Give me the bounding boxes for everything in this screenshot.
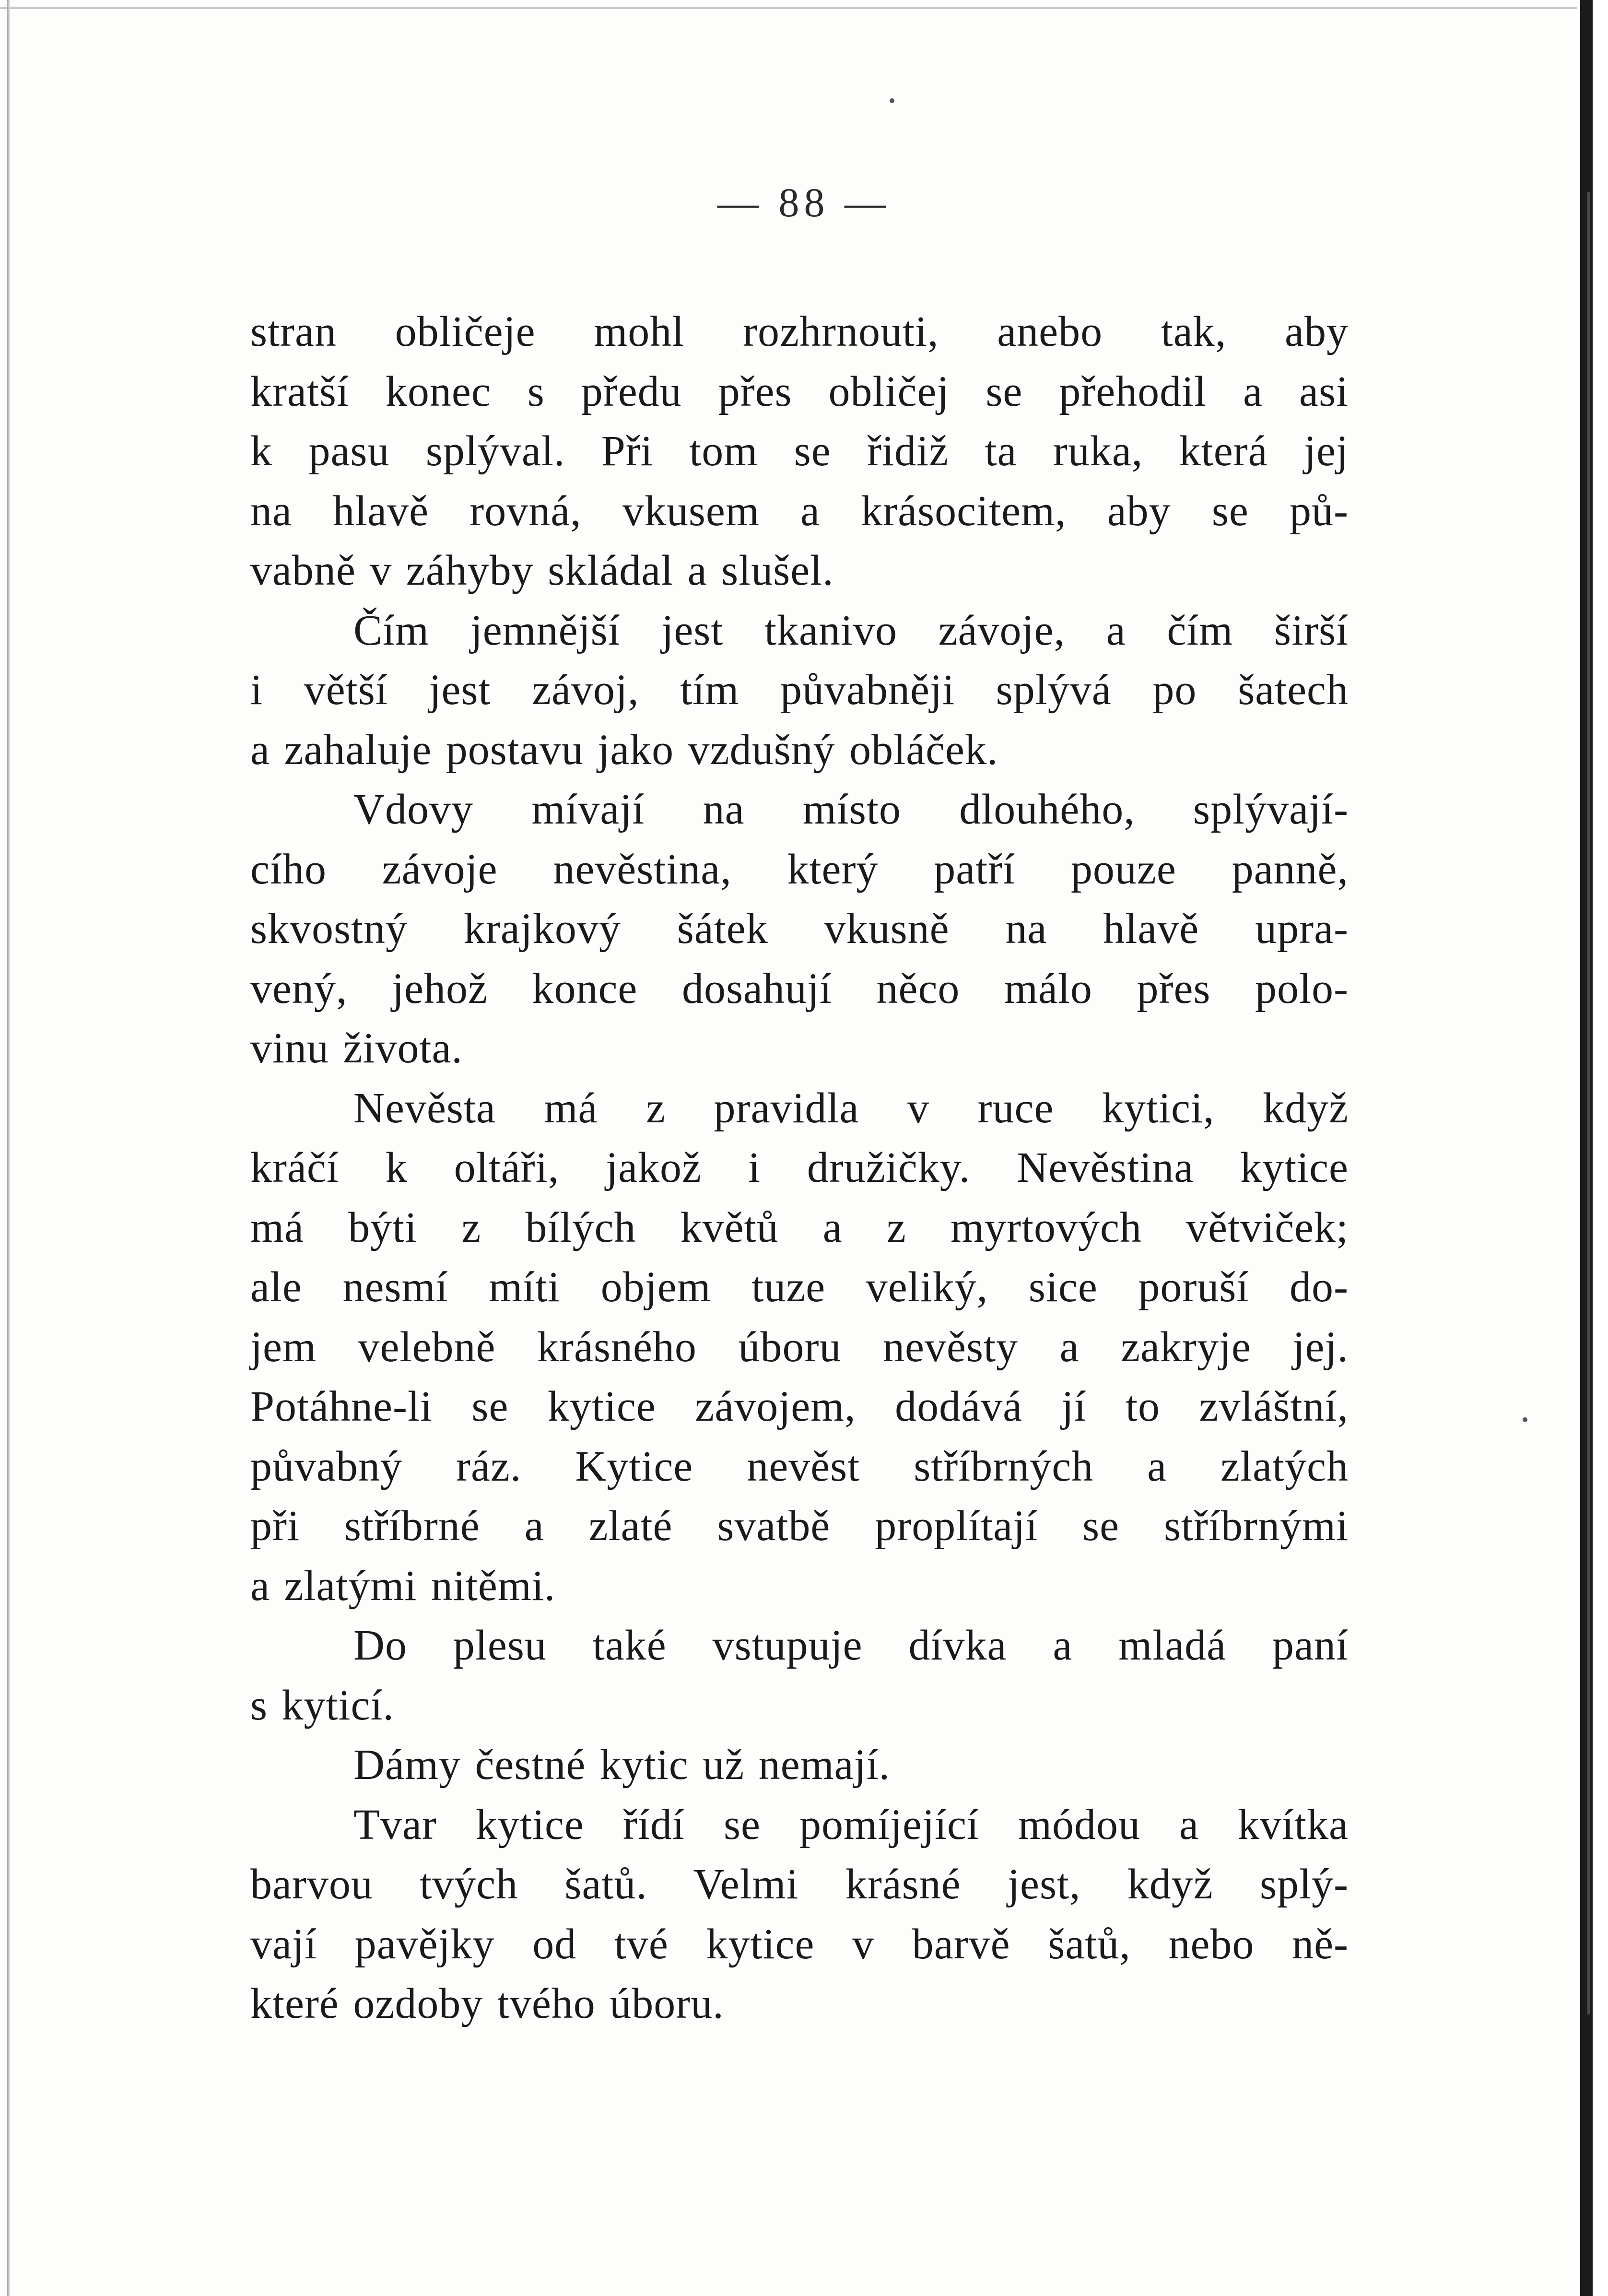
paper-speck: [890, 98, 894, 103]
text-line: při stříbrné a zlaté svatbě proplítají se stříbrnými: [250, 1502, 1349, 1550]
paragraph-4: [250, 1079, 1349, 1616]
text-line: skvostný krajkový šátek vkusně na hlavě upra-: [250, 905, 1349, 953]
text-line: a zahaluje postavu jako vzdušný obláček.: [250, 726, 998, 774]
paragraph-7: [250, 1795, 1349, 2034]
binding-edge: [1580, 0, 1593, 2296]
paragraph-2: [250, 601, 1349, 780]
text-line: Vdovy mívají na místo dlouhého, splývají-: [353, 786, 1349, 833]
text-line: ale nesmí míti objem tuze veliký, sice poruší do-: [250, 1263, 1349, 1311]
text-line: cího závoje nevěstina, který patří pouze panně,: [250, 845, 1349, 893]
text-line: kráčí k oltáři, jakož i družičky. Nevěstina kytice: [250, 1144, 1349, 1191]
binding-edge-highlight: [1587, 192, 1590, 2014]
paragraph-6: [250, 1735, 1349, 1795]
text-line: stran obličeje mohl rozhrnouti, anebo tak, aby: [250, 308, 1349, 355]
text-line: barvou tvých šatů. Velmi krásné jest, když splý-: [250, 1860, 1349, 1908]
page-number: — 88 —: [717, 179, 891, 225]
text-line: k pasu splýval. Při tom se řidiž ta ruka, která jej: [250, 427, 1349, 475]
text-line: které ozdoby tvého úboru.: [250, 1980, 724, 2027]
text-line: s kyticí.: [250, 1681, 394, 1729]
text-line: vinu života.: [250, 1024, 463, 1072]
text-line: kratší konec s předu přes obličej se přehodil a asi: [250, 367, 1349, 415]
text-line: vabně v záhyby skládal a slušel.: [250, 547, 834, 594]
paragraph-1: [250, 302, 1349, 601]
text-line: má býti z bílých květů a z myrtových větviček;: [250, 1203, 1349, 1251]
text-line: vají pavějky od tvé kytice v barvě šatů, nebo ně-: [250, 1920, 1349, 1968]
text-line: vený, jehož konce dosahují něco málo přes polo-: [250, 965, 1349, 1013]
text-line: jem velebně krásného úboru nevěsty a zakryje jej.: [250, 1323, 1349, 1371]
text-line: Potáhne-li se kytice závojem, dodává jí to zvláštní,: [250, 1383, 1349, 1430]
text-line: i větší jest závoj, tím půvabněji splývá po šatech: [250, 666, 1349, 714]
page-left-edge: [7, 0, 10, 2296]
page-top-edge: [0, 7, 1583, 9]
paragraph-5: [250, 1616, 1349, 1735]
text-line: Do plesu také vstupuje dívka a mladá paní: [353, 1622, 1349, 1669]
text-line: půvabný ráz. Kytice nevěst stříbrných a zlatých: [250, 1442, 1349, 1490]
text-line: Čím jemnější jest tkanivo závoje, a čím širší: [353, 606, 1349, 654]
text-line: Dámy čestné kytic už nemají.: [353, 1741, 891, 1789]
paragraph-3: [250, 780, 1349, 1079]
text-line: a zlatými nitěmi.: [250, 1562, 556, 1610]
text-line: Nevěsta má z pravidla v ruce kytici, když: [353, 1084, 1349, 1132]
text-line: na hlavě rovná, vkusem a krásocitem, aby se pů-: [250, 487, 1349, 535]
text-line: Tvar kytice řídí se pomíjející módou a kvítka: [353, 1801, 1349, 1849]
paper-speck: [1523, 1417, 1527, 1422]
page-body-text: [250, 302, 1349, 2034]
